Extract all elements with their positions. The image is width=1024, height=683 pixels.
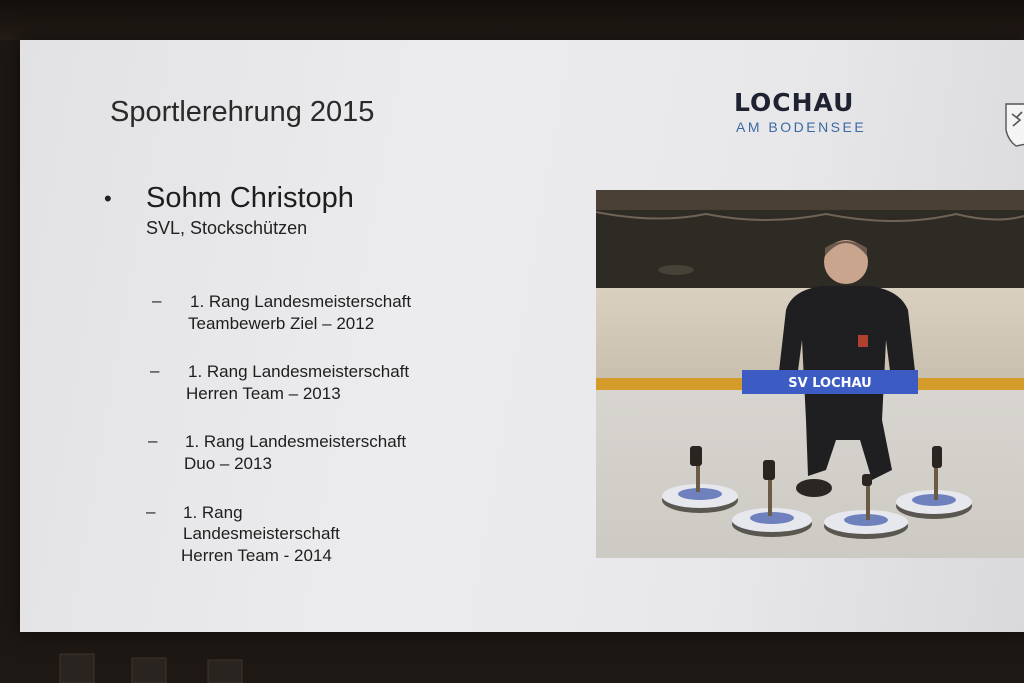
- achievement-line: 1. Rang: [183, 503, 243, 522]
- lochau-logo: [734, 88, 866, 135]
- achievement-line: Herren Team - 2014: [181, 546, 332, 565]
- crest-icon: [1004, 100, 1024, 148]
- achievement-line: 1. Rang Landesmeisterschaft: [185, 432, 407, 451]
- logo-subtitle: AM BODENSEE: [736, 119, 867, 135]
- audience-seats: [40, 652, 260, 683]
- achievement-line: 1. Rang Landesmeisterschaft: [188, 362, 410, 381]
- banner-text: SV LOCHAU: [788, 376, 872, 391]
- achievement-line: Herren Team – 2013: [186, 384, 341, 403]
- bullet-icon: •: [104, 186, 112, 211]
- person-club: SVL, Stockschützen: [146, 218, 308, 238]
- slide-title: Sportlerehrung 2015: [110, 96, 375, 128]
- person-name: Sohm Christoph: [146, 182, 354, 214]
- room-ceiling: [0, 0, 1024, 40]
- dash-icon: –: [150, 361, 160, 380]
- achievement-line: Landesmeisterschaft: [183, 524, 340, 543]
- achievement-line: Teambewerb Ziel – 2012: [188, 314, 375, 333]
- dash-icon: –: [152, 291, 162, 310]
- logo-name: LOCHAU: [734, 88, 855, 117]
- achievement-line: Duo – 2013: [184, 454, 272, 473]
- achievement-line: 1. Rang Landesmeisterschaft: [190, 292, 412, 311]
- dash-icon: –: [146, 502, 156, 521]
- dash-icon: –: [148, 431, 158, 450]
- athlete-photo: [596, 190, 1024, 558]
